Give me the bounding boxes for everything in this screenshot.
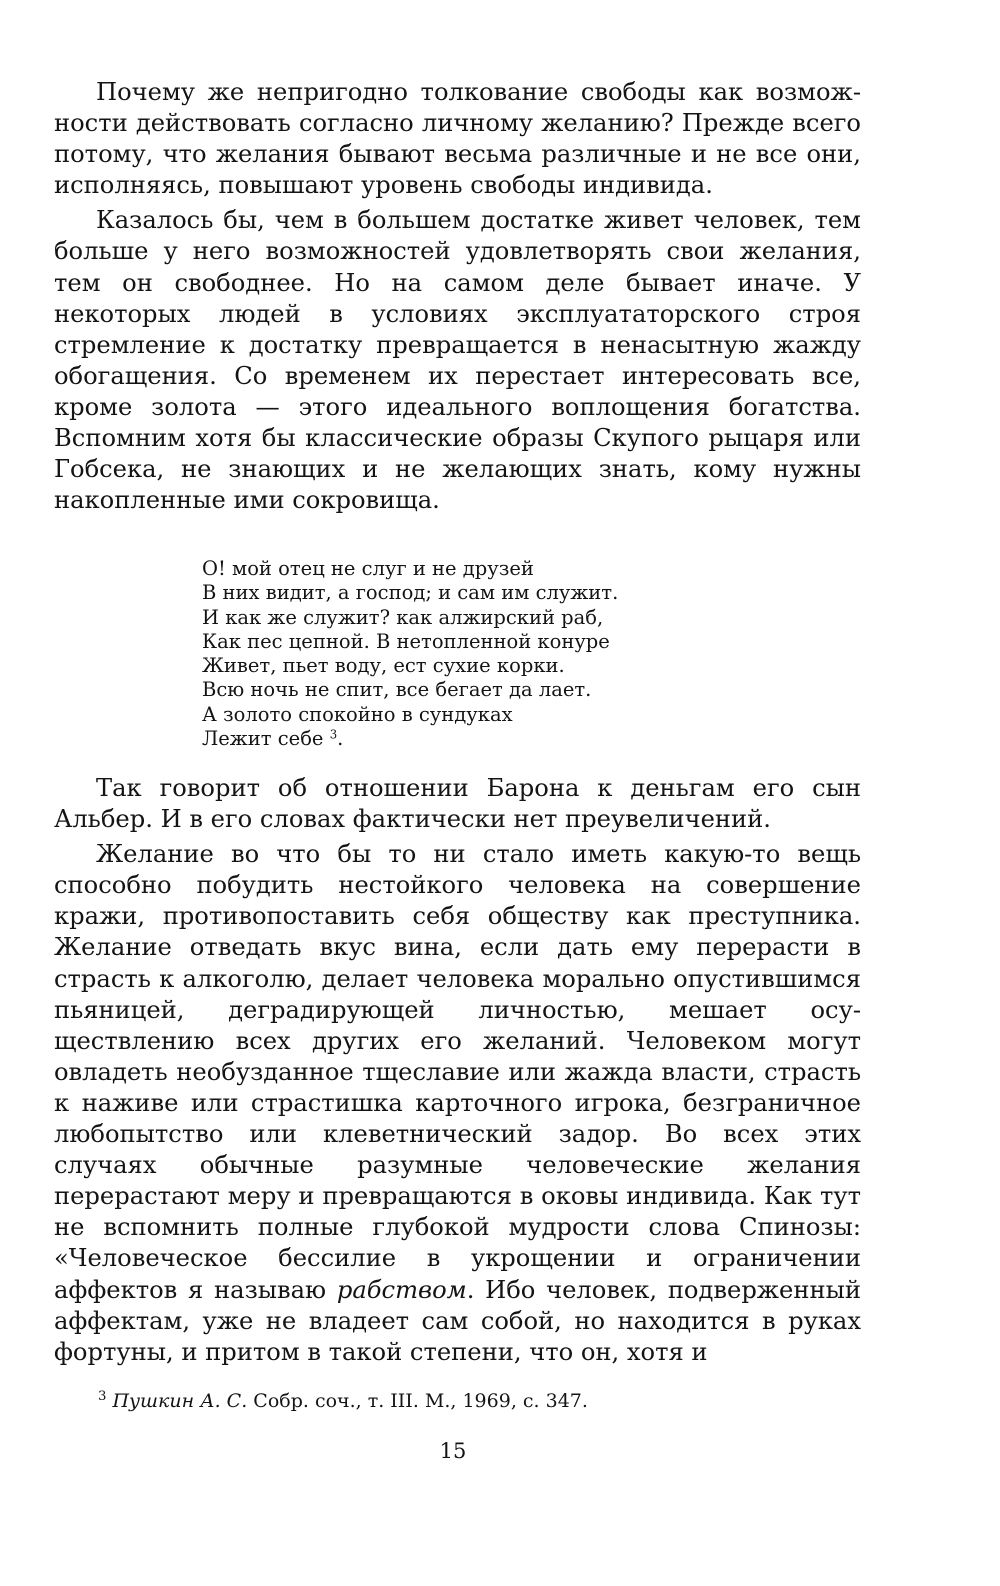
main-text-block-bottom (54, 773, 861, 1368)
verse-line: И как же служит? как алжирский раб, (202, 605, 604, 629)
paragraph-freedom-desire: Почему же непригодно толкование свободы как возможности действовать согласно личному желанию? Прежде всего потому, что желания бывают весьма различные и не все они, исполняясь, повышают уровень свободы индивида. (54, 78, 861, 200)
page-number: 15 (439, 1439, 467, 1463)
verse-line: О! мой отец не слуг и не друзей (202, 557, 534, 580)
verse-line: А золото спокойно в сундуках (202, 702, 513, 726)
verse-line: Живет, пьет воду, ест сухие корки. (202, 654, 565, 678)
verse-quotation (202, 557, 618, 751)
verse-line: В них видит, а господ; и сам им служит. (202, 581, 619, 605)
footnote-reference: 3 (329, 727, 338, 742)
spinoza-text-after: . Ибо человек, подверженный аффектам, уже не владеет сам собой, но находится в руках фортуны, и притом в такой степени, что он, хотя и (54, 1275, 861, 1366)
italic-emphasis: рабством (336, 1275, 467, 1304)
main-text-block-top (54, 77, 861, 516)
verse-last-punct: . (337, 727, 344, 751)
footnote-source: Собр. соч., т. III. М., 1969, с. 347. (247, 1390, 588, 1412)
verse-line: Всю ночь не спит, все бегает да лает. (202, 678, 592, 702)
verse-line: Как пес цепной. В нетопленной конуре (202, 629, 610, 653)
verse-line-last (202, 727, 618, 751)
paragraph-spinoza (54, 839, 861, 1368)
footnote-mark: 3 (98, 1389, 107, 1405)
footnote (98, 1389, 588, 1413)
paragraph-wealth: Казалось бы, чем в большем достатке живет человек, тем больше у него возможностей удовлетворять свои желания, тем он свободнее. Но на самом деле бывает иначе. У некоторых людей в условиях эксплуататорского строя стремление к достатку превращается в ненасытную жажду обогащения. Со временем их перестает интересовать все, кроме золота — этого идеального воплощения богатства. Вспомним хотя бы классические образы Скупого рыцаря или Гобсека, не знающих и не желающих знать, кому нужны накопленные ими сокровища. (54, 206, 861, 515)
paragraph-albert: Так говорит об отношении Барона к деньгам его сын Альбер. И в его словах фактически нет преувеличений. (54, 774, 861, 834)
spinoza-text-before: Желание во что бы то ни стало иметь какую-то вещь способно побудить нестойкого человека на совершение кражи, противопоставить себя обществу как преступника. Желание отведать вкус вина, если дать ему перерасти в страсть к алкоголю, делает человека морально опустившимся пьяницей, деградирующей личностью, мешает осуществлению всех других его желаний. Человеком могут овладеть необузданное тщеславие или жажда власти, страсть к наживе или страстишка карточного игрока, безграничное любопытство или клеветнический задор. Во всех этих случаях обычные разумные человеческие желания перерастают меру и превращаются в оковы индивида. Как тут не вспомнить полные глубокой мудрости слова Спинозы: «Человеческое бессилие в укрощении и ограничении аффектов я называю (54, 840, 861, 1304)
footnote-author: Пушкин А. С. (112, 1390, 248, 1412)
verse-last-text: Лежит себе (202, 727, 324, 751)
